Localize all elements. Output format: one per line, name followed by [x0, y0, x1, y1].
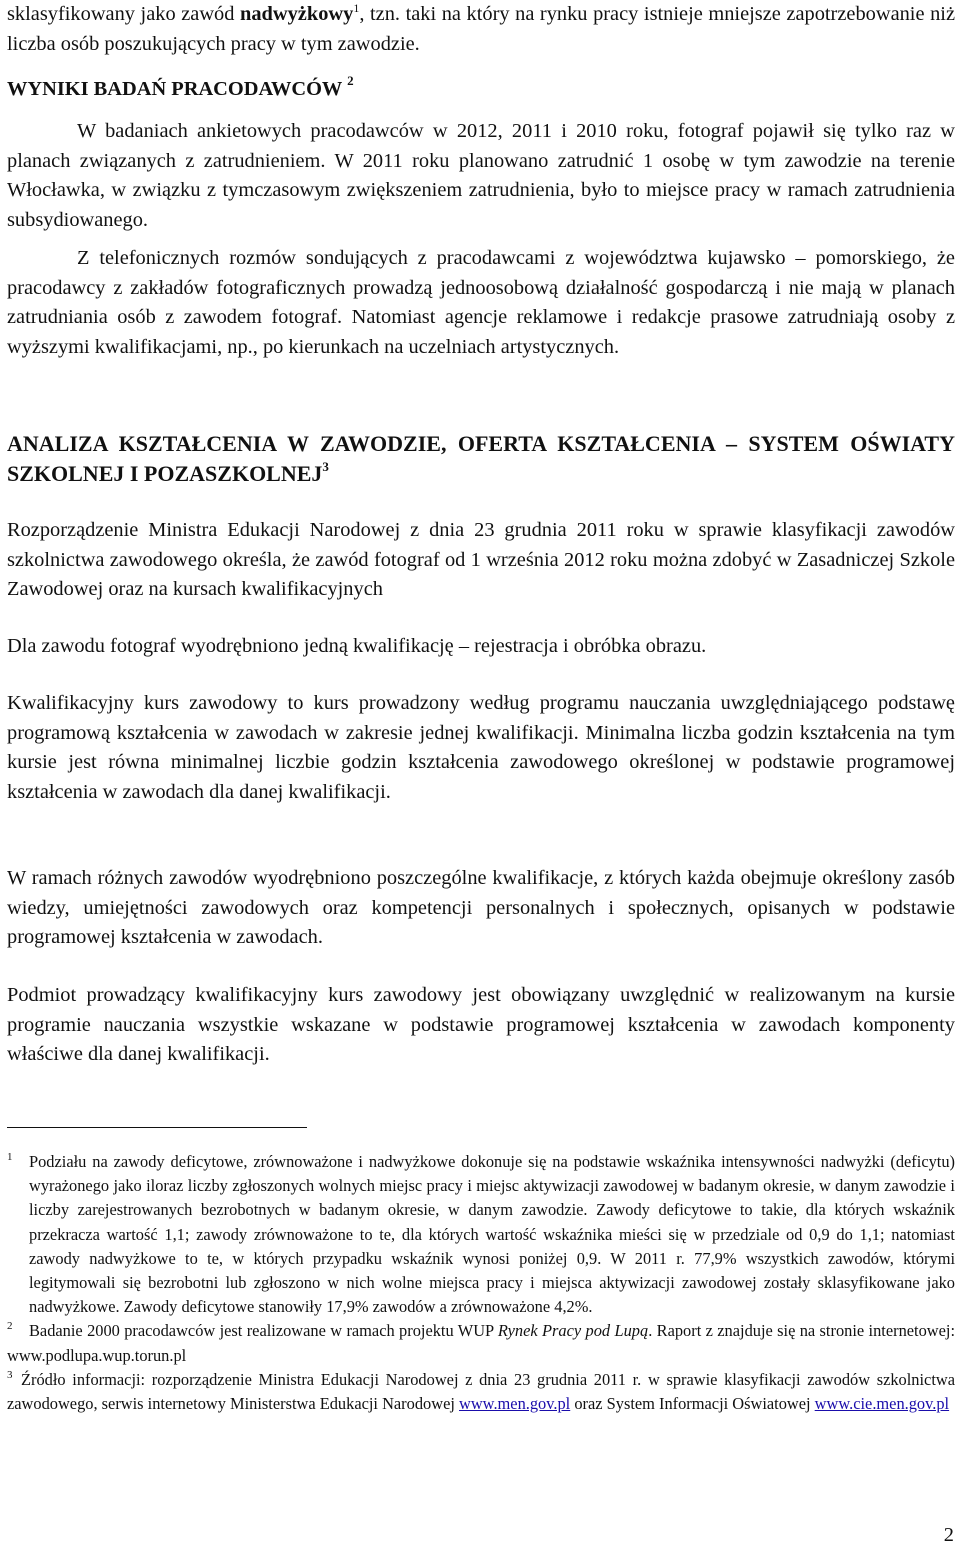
paragraph-analiza-2: Dla zawodu fotograf wyodrębniono jedną kwalifikację – rejestracja i obróbka obrazu. — [7, 635, 707, 657]
footnote-2-italic: Rynek Pracy pod Lupą — [497, 1321, 649, 1341]
paragraph-analiza-1: Rozporządzenie Ministra Edukacji Narodowej z dnia 23 grudnia 2011 roku w sprawie klasyfikacji zawodów szkolnictwa zawodowego określa, że zawód fotograf od 1 września 2012 roku można zdobyć w Zasadniczej Szkole Zawodowej oraz na kursach kwalifikacyjnych — [7, 519, 955, 601]
men-gov-link[interactable]: www.men.gov.pl — [459, 1394, 571, 1414]
section-heading-analiza — [7, 429, 955, 489]
intro-text-a: sklasyfikowany jako zawód — [7, 3, 241, 25]
paragraph-intro-continuation — [7, 0, 955, 59]
footnote-3-text-mid: oraz System Informacji Oświatowej — [570, 1394, 815, 1414]
intro-bold-term: nadwyżkowy — [240, 3, 354, 25]
footnote-2: 2 Badanie 2000 pracodawców jest realizowane w ramach projektu WUP Rynek Pracy pod Lupą. Raport z znajduje się na stronie internetowej: www.podlupa.wup.torun.pl — [7, 1320, 956, 1365]
paragraph-wyniki-2: Z telefonicznych rozmów sondujących z pracodawcami z województwa kujawsko – pomorskiego, że pracodawcy z zakładów fotograficznych prowadzą jednoosobową działalność gospodarczą i nie mają w planach zatrudniania osób z zawodem fotograf. Natomiast agencje reklamowe i redakcje prasowe zatrudniają osoby z wyższymi kwalifikacjami, np., po kierunkach na uczelniach artystycznych. — [7, 247, 955, 358]
paragraph-wyniki-1: W badaniach ankietowych pracodawców w 2012, 2011 i 2010 roku, fotograf pojawił się tylko raz w planach związanych z zatrudnieniem. W 2011 roku planowano zatrudnić 1 osobę w tym zawodzie na terenie Włocławka, w związku z tymczasowym zwiększeniem zatrudnienia, było to miejsce pracy w ramach zatrudnienia subsydiowanego. — [7, 120, 955, 231]
cie-men-gov-link[interactable]: www.cie.men.gov.pl — [814, 1394, 950, 1414]
intro-text-b: , tzn. taki na który na rynku pracy istnieje mniejsze zapotrzebowanie niż liczba osób poszukujących pracy w tym zawodzie. — [7, 3, 956, 55]
footnotes-area — [7, 1150, 955, 1416]
footnote-ref-1[interactable]: 1 — [353, 1, 360, 15]
footnote-1-text: Podziału na zawody deficytowe, zrównoważone i nadwyżkowe dokonuje się na podstawie wskaźnika intensywności nadwyżki (deficytu) wyrażonego jako iloraz liczby zgłoszonych wolnych miejsc pracy i miejsc aktywizacji zawodowej w badanym okresie, w danym zawodzie i liczby zarejestrowanych bezrobotnych w badanym okresie, w danym zawodzie. Zawody deficytowe to takie, dla których wskaźnik przekracza wartość 1,1; zawody zrównoważone to te, dla których wartość wskaźnika mieści się w przedziale od 0,9 do 1,1; natomiast zawody nadwyżkowe to te, w których przypadku wskaźnik wynosi poniżej 0,9. W 2011 r. 77,9% wszystkich zawodów, którymi legitymowali się bezrobotni lub zgłoszono w nich wolne miejsca pracy i miejsca aktywizacji zawodowej zostały sklasyfikowane jako nadwyżkowe. Zawody deficytowe stanowiły 17,9% zawodów a zrównoważone 4,2%. — [29, 1152, 955, 1317]
footnote-1: 1 Podziału na zawody deficytowe, zrównoważone i nadwyżkowe dokonuje się na podstawie wskaźnika intensywności nadwyżki (deficytu) wyrażonego jako iloraz liczby zgłoszonych wolnych miejsc pracy i miejsc aktywizacji zawodowej w badanym okresie, w danym zawodzie i liczby zarejestrowanych bezrobotnych w badanym okresie, w danym zawodzie. Zawody deficytowe to takie, dla których wskaźnik przekracza wartość 1,1; zawody zrównoważone to te, dla których wartość wskaźnika mieści się w przedziale od 0,9 do 1,1; natomiast zawody nadwyżkowe to te, w których przypadku wskaźnik wynosi poniżej 0,9. W 2011 r. 77,9% wszystkich zawodów, którymi legitymowali się bezrobotni lub zgłoszono w nich wolne miejsca pracy i miejsca aktywizacji zawodowej zostały sklasyfikowane jako nadwyżkowe. Zawody deficytowe stanowiły 17,9% zawodów a zrównoważone 4,2%. — [7, 1151, 955, 1317]
footnote-separator — [7, 1127, 307, 1128]
footnote-ref-2[interactable]: 2 — [347, 73, 354, 88]
section-heading-wyniki — [7, 75, 354, 105]
paragraph-analiza-3: Kwalifikacyjny kurs zawodowy to kurs prowadzony według programu nauczania uwzględniającego podstawę programową kształcenia w zawodach w zakresie jednej kwalifikacji. Minimalna liczba godzin kształcenia na tym kursie jest równa minimalnej liczbie godzin kształcenia zawodowego określonej w podstawie programowej kształcenia w zawodach dla danej kwalifikacji. — [7, 692, 955, 803]
footnote-2-text-a: Badanie 2000 pracodawców jest realizowane w ramach projektu WUP — [29, 1321, 498, 1341]
page-number: 2 — [943, 1524, 954, 1546]
paragraph-analiza-4: W ramach różnych zawodów wyodrębniono poszczególne kwalifikacje, z których każda obejmuje określony zasób wiedzy, umiejętności zawodowych oraz kompetencji personalnych i społecznych, opisanych w podstawie programowej kształcenia w zawodach. — [7, 867, 955, 949]
section-heading-analiza-text: ANALIZA KSZTAŁCENIA W ZAWODZIE, OFERTA KSZTAŁCENIA – SYSTEM OŚWIATY SZKOLNEJ I POZASZKOLNEJ — [7, 431, 955, 486]
paragraph-analiza-5: Podmiot prowadzący kwalifikacyjny kurs zawodowy jest obowiązany uwzględnić w realizowanym na kursie programie nauczania wszystkie wskazane w podstawie programowej kształcenia w zawodach komponenty właściwe dla danej kwalifikacji. — [7, 984, 955, 1066]
footnote-3: 3 Źródło informacji: rozporządzenie Ministra Edukacji Narodowej z dnia 23 grudnia 2011 r. w sprawie klasyfikacji zawodów szkolnictwa zawodowego, serwis internetowy Ministerstwa Edukacji Narodowej www.men.gov.pl oraz System Informacji Oświatowej www.cie.men.gov.pl — [7, 1368, 955, 1414]
section-heading-wyniki-text: WYNIKI BADAŃ PRACODAWCÓW — [7, 78, 342, 100]
footnote-3-text-a: Źródło informacji: rozporządzenie Ministra Edukacji Narodowej z dnia 23 grudnia 2011 r. w sprawie klasyfikacji zawodów szkolnictwa zawodowego, serwis internetowy Ministerstwa Edukacji Narodowej — [7, 1369, 955, 1414]
footnote-ref-3[interactable]: 3 — [322, 459, 329, 474]
footnote-2-text-b: . Raport z znajduje się na stronie internetowej: www.podlupa.wup.torun.pl — [7, 1321, 956, 1365]
